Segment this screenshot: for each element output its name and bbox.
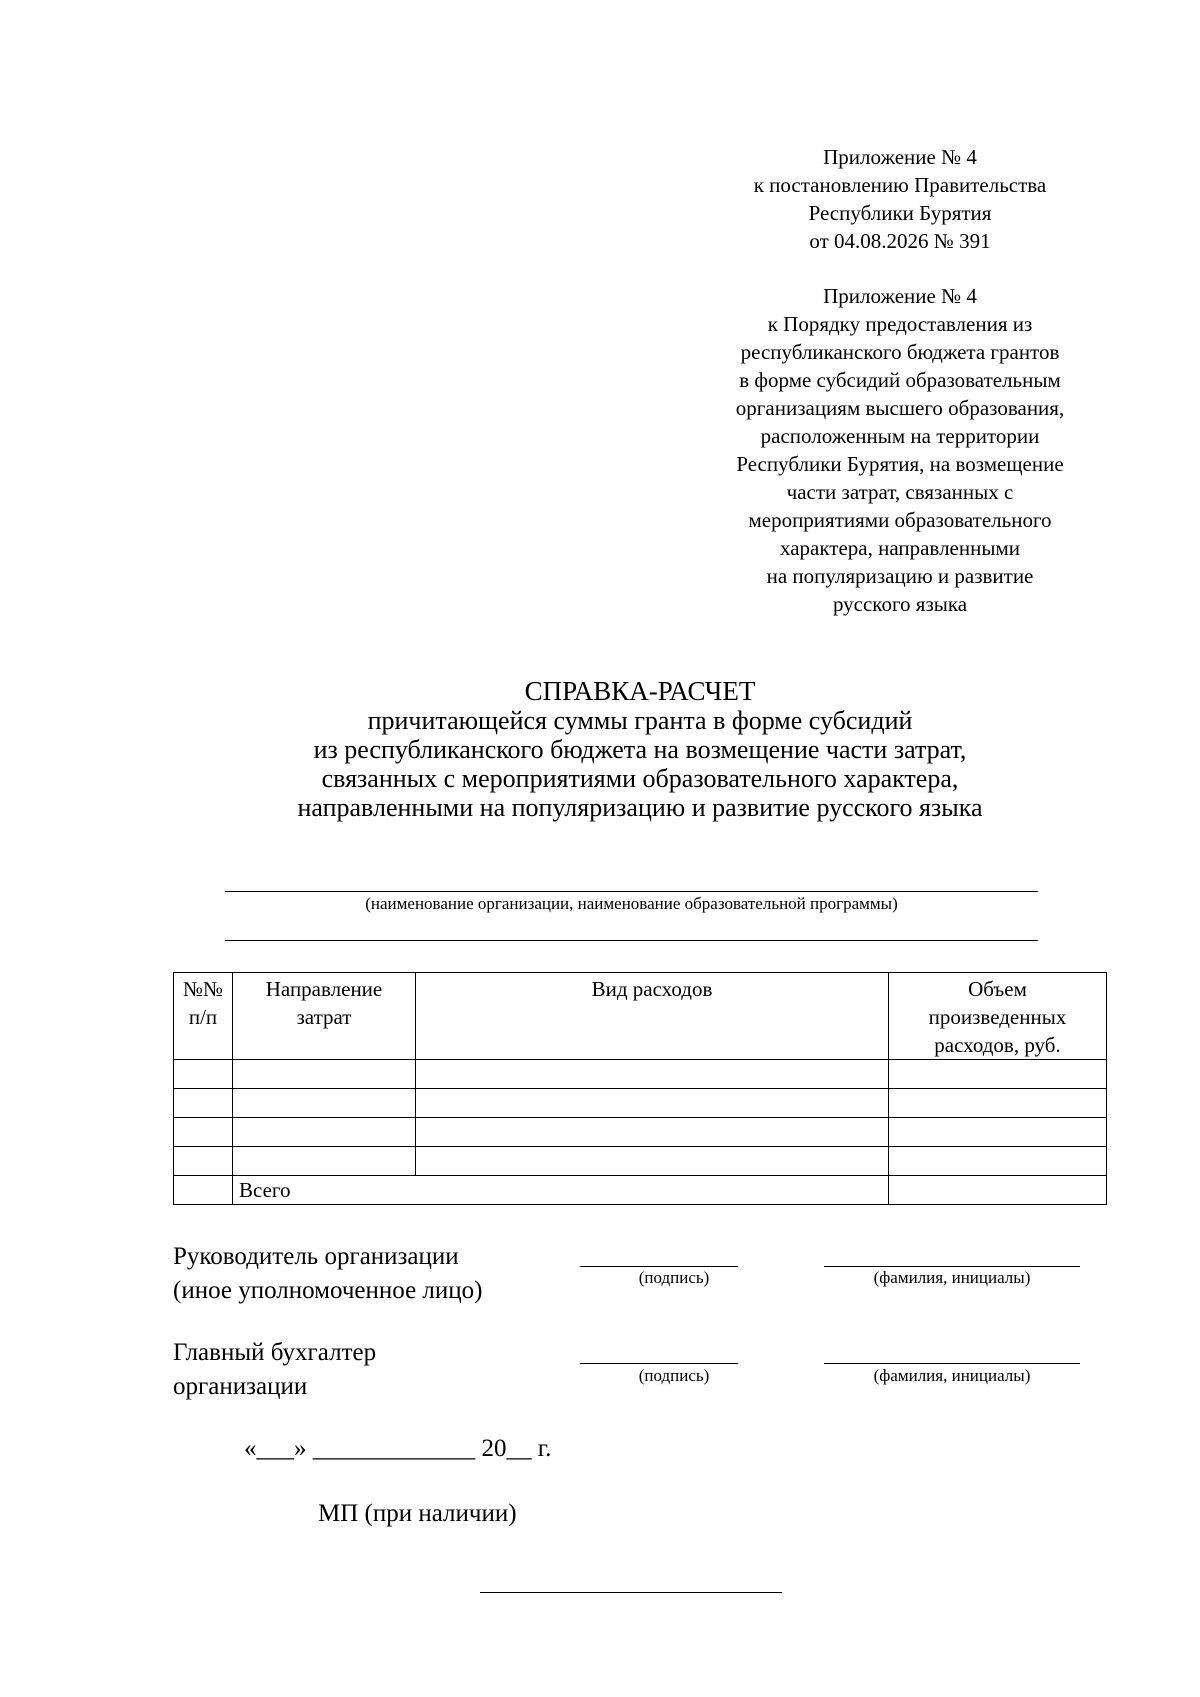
cell-expense-type[interactable]	[416, 1060, 889, 1089]
appendix-line: Республики Бурятия	[808, 201, 992, 225]
appendix-line: части затрат, связанных с	[786, 480, 1014, 504]
cell-expense-type[interactable]	[416, 1089, 889, 1118]
head-label-line: (иное уполномоченное лицо)	[173, 1277, 483, 1304]
appendix-line: на популяризацию и развитие	[766, 564, 1034, 588]
cell-total-volume[interactable]	[889, 1176, 1107, 1205]
org-name-field-line-2[interactable]	[225, 940, 1038, 941]
head-name-line[interactable]	[824, 1266, 1080, 1267]
cell-volume[interactable]	[889, 1089, 1107, 1118]
appendix-line: республиканского бюджета грантов	[740, 340, 1060, 364]
accountant-label-line: Главный бухгалтер	[173, 1339, 377, 1366]
header-volume-line: Объем	[968, 977, 1027, 1001]
cell-num[interactable]	[174, 1089, 233, 1118]
total-label: Всего	[233, 1176, 889, 1205]
head-signature-label	[173, 1240, 482, 1308]
appendix-line: организациям высшего образования,	[735, 396, 1065, 420]
table-row	[174, 1118, 1107, 1147]
header-num	[174, 973, 233, 1060]
title-main: СПРАВКА-РАСЧЕТ	[524, 676, 756, 706]
cell-direction[interactable]	[233, 1060, 416, 1089]
accountant-label-line: организации	[173, 1373, 308, 1400]
head-name-hint: (фамилия, инициалы)	[873, 1268, 1031, 1287]
cell-num	[174, 1176, 233, 1205]
org-name-field-line[interactable]	[225, 891, 1038, 892]
accountant-signature-line[interactable]	[580, 1363, 738, 1364]
org-name-caption: (наименование организации, наименование образовательной программы)	[365, 894, 898, 913]
cell-num[interactable]	[174, 1118, 233, 1147]
appendix-header-procedure	[690, 282, 1110, 618]
header-num-line: №№	[182, 977, 224, 1001]
table-row	[174, 1147, 1107, 1176]
cell-expense-type[interactable]	[416, 1118, 889, 1147]
date-field[interactable]: «___» _____________ 20__ г.	[244, 1435, 552, 1462]
title-line: причитающейся суммы гранта в форме субсидий	[367, 706, 913, 735]
cell-direction[interactable]	[233, 1118, 416, 1147]
header-num-line: п/п	[188, 1005, 218, 1029]
appendix-line: Приложение № 4	[823, 145, 977, 169]
cell-expense-type[interactable]	[416, 1147, 889, 1176]
cell-num[interactable]	[174, 1060, 233, 1089]
seal-label: МП (при наличии)	[318, 1500, 517, 1527]
appendix-line: в форме субсидий образовательным	[739, 368, 1061, 392]
head-label-line: Руководитель организации	[173, 1243, 459, 1270]
cell-volume[interactable]	[889, 1147, 1107, 1176]
bottom-line	[480, 1592, 782, 1593]
header-direction	[233, 973, 416, 1060]
header-expense-type	[416, 973, 889, 1060]
appendix-header-resolution	[690, 143, 1110, 255]
title-line: связанных с мероприятиями образовательного характера,	[321, 764, 959, 793]
table-row	[174, 1060, 1107, 1089]
appendix-line: к постановлению Правительства	[753, 173, 1047, 197]
cell-direction[interactable]	[233, 1147, 416, 1176]
table-row	[174, 1089, 1107, 1118]
header-volume-line: расходов, руб.	[934, 1033, 1061, 1057]
cell-volume[interactable]	[889, 1118, 1107, 1147]
document-title	[160, 677, 1120, 822]
appendix-line: мероприятиями образовательного	[748, 508, 1052, 532]
appendix-line: Республики Бурятия, на возмещение	[736, 452, 1064, 476]
title-line: из республиканского бюджета на возмещение части затрат,	[313, 735, 967, 764]
accountant-signature-label	[173, 1336, 376, 1404]
table-total-row	[174, 1176, 1107, 1205]
appendix-line: русского языка	[832, 592, 968, 616]
header-volume-line: произведенных	[928, 1005, 1067, 1029]
cell-num[interactable]	[174, 1147, 233, 1176]
cell-direction[interactable]	[233, 1089, 416, 1118]
accountant-name-line[interactable]	[824, 1363, 1080, 1364]
appendix-line: расположенным на территории	[760, 424, 1040, 448]
head-signature-line[interactable]	[580, 1266, 738, 1267]
appendix-line: от 04.08.2026 № 391	[809, 229, 991, 253]
header-direction-line: затрат	[296, 1005, 352, 1029]
title-line: направленными на популяризацию и развитие русского языка	[297, 793, 983, 822]
head-signature-hint: (подпись)	[638, 1268, 710, 1287]
appendix-line: Приложение № 4	[823, 284, 977, 308]
header-direction-line: Направление	[265, 977, 383, 1001]
header-expense-type-line: Вид расходов	[591, 977, 713, 1001]
expense-table	[173, 972, 1107, 1205]
table-header-row	[174, 973, 1107, 1060]
cell-volume[interactable]	[889, 1060, 1107, 1089]
accountant-signature-hint: (подпись)	[638, 1366, 710, 1385]
appendix-line: к Порядку предоставления из	[767, 312, 1033, 336]
accountant-name-hint: (фамилия, инициалы)	[873, 1366, 1031, 1385]
header-volume	[889, 973, 1107, 1060]
appendix-line: характера, направленными	[779, 536, 1020, 560]
